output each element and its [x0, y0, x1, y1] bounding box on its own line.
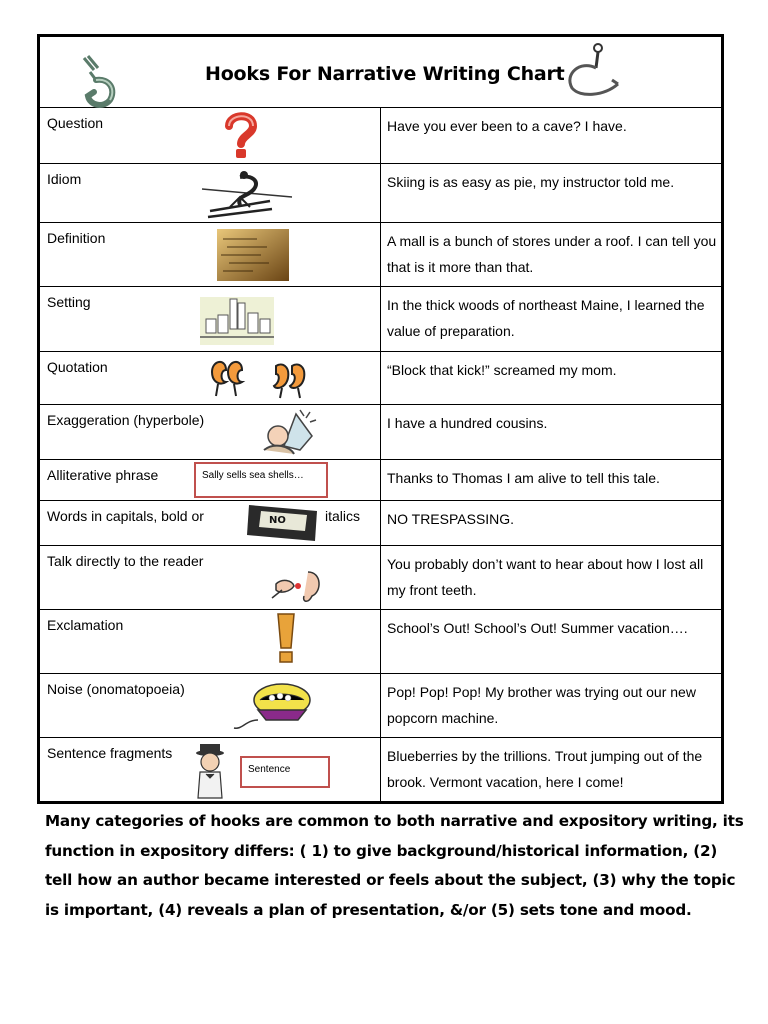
- table-row: [40, 405, 721, 460]
- hook-category: Idiom: [47, 171, 82, 187]
- footer-note: Many categories of hooks are common to both narrative and expository writing, its function in expository differs: ( 1) to give background/historical information, (2) tell how an author became interested or feels about the subject, (3) why the topic is important, (4) reveals a plan of presentation, &/or (5) sets tone and mood.: [45, 812, 744, 919]
- alliteration-box: Sally sells sea shells…: [194, 462, 328, 498]
- quotation-marks-icon: [206, 352, 306, 402]
- hook-example: A mall is a bunch of stores under a roof. I can tell you that is it more than that.: [387, 233, 717, 275]
- hook-example: Blueberries by the trillions. Trout jumping out of the brook. Vermont vacation, here I come!: [387, 748, 703, 790]
- hook-category: Talk directly to the reader: [47, 553, 204, 569]
- hook-category: Question: [47, 115, 104, 131]
- table-row: [40, 674, 721, 738]
- question-mark-icon: [223, 112, 259, 160]
- hook-category: Words in capitals, bold or: [47, 508, 204, 524]
- table-row: [40, 460, 721, 501]
- right-fish-hook-icon: [560, 40, 630, 102]
- left-hook-icon: [76, 52, 126, 110]
- table-row: [40, 287, 721, 352]
- no-trespassing-sign-icon: [245, 503, 321, 543]
- hook-example: In the thick woods of northeast Maine, I learned the value of preparation.: [387, 297, 705, 339]
- title-row: [40, 37, 721, 108]
- hook-example: Skiing is as easy as pie, my instructor told me.: [387, 174, 675, 190]
- table-row: [40, 610, 721, 674]
- hook-example: You probably don’t want to hear about how I lost all my front teeth.: [387, 556, 704, 598]
- svg-text:NO: NO: [269, 515, 286, 526]
- popcorn-machine-icon: [232, 680, 314, 732]
- hook-example: I have a hundred cousins.: [387, 415, 548, 431]
- table-row: [40, 501, 721, 546]
- exclamation-mark-icon: [275, 612, 297, 664]
- hook-category: Setting: [47, 294, 91, 310]
- table-row: [40, 108, 721, 164]
- hook-category-end: italics: [325, 508, 361, 524]
- hook-category: Alliterative phrase: [47, 467, 159, 483]
- table-row: [40, 738, 721, 804]
- cartoon-man-icon: [190, 744, 230, 804]
- hook-example: School’s Out! School’s Out! Summer vacation….: [387, 620, 688, 636]
- table-row: [40, 223, 721, 287]
- hook-category: Noise (onomatopoeia): [47, 681, 185, 697]
- chart-title: Hooks For Narrative Writing Chart: [205, 63, 565, 85]
- hook-category: Sentence fragments: [47, 745, 173, 761]
- hook-example: NO TRESPASSING.: [387, 511, 515, 527]
- hook-example: Thanks to Thomas I am alive to tell this tale.: [387, 470, 660, 486]
- hook-example: Have you ever been to a cave? I have.: [387, 118, 627, 134]
- hook-example: Pop! Pop! Pop! My brother was trying out our new popcorn machine.: [387, 684, 696, 726]
- skier-icon: [200, 167, 295, 222]
- hook-category: Quotation: [47, 359, 108, 375]
- hook-example: “Block that kick!” screamed my mom.: [387, 362, 617, 378]
- tired-person-icon: [260, 406, 324, 458]
- city-skyline-icon: [198, 289, 276, 347]
- hook-category: Exaggeration (hyperbole): [47, 412, 205, 428]
- table-row: [40, 546, 721, 610]
- table-row: [40, 352, 721, 405]
- hook-category: Exclamation: [47, 617, 124, 633]
- dictionary-page-icon: [217, 229, 289, 281]
- whisper-to-ear-icon: [268, 568, 324, 608]
- sentence-box: Sentence: [240, 756, 330, 788]
- hooks-chart-table: [37, 34, 724, 804]
- table-row: [40, 164, 721, 223]
- hook-category: Definition: [47, 230, 106, 246]
